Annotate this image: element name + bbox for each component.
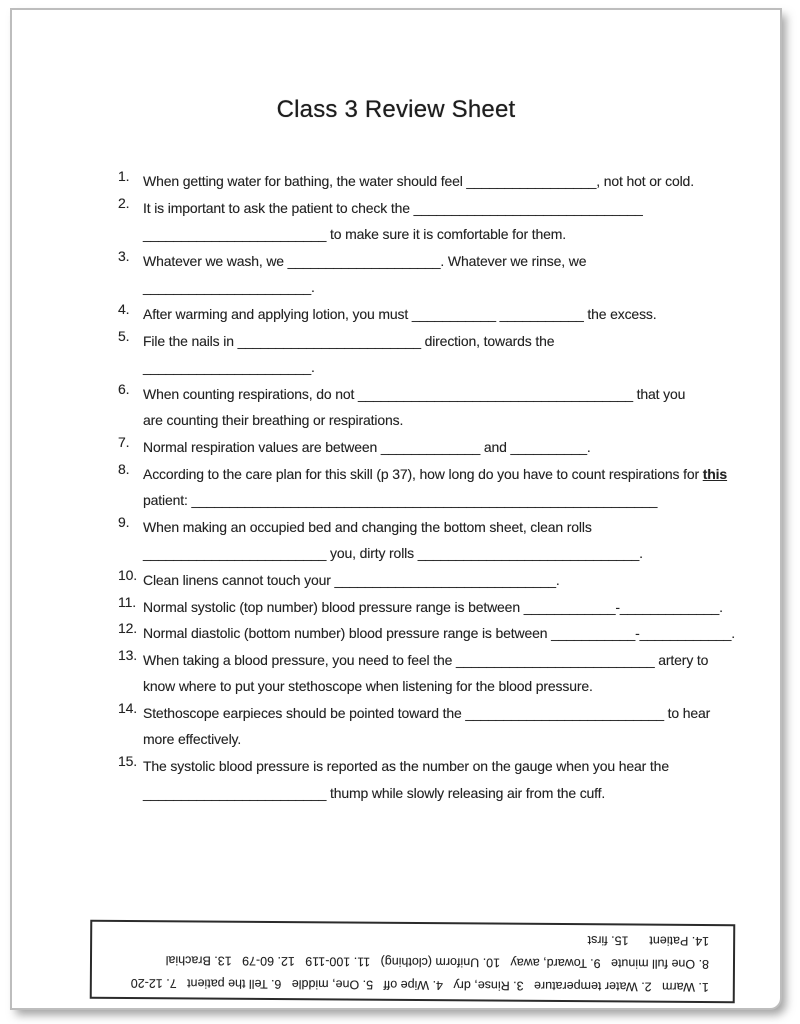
- question-text: When getting water for bathing, the water should feel _________________, not hot or cold.: [143, 173, 694, 189]
- answer-key-line: 8. One full minute 9. Toward, away 10. Uniform (clothing) 11. 100-119 12. 60-79 13. Brachial: [165, 953, 710, 972]
- question-text: are counting their breathing or respirations.: [143, 412, 404, 429]
- answer-key-line: 1. Warm 2. Water temperature 3. Rinse, dry 4. Wipe off 5. One, middle 6. Tell the patient 7. 12-20: [130, 976, 709, 995]
- question-text: ________________________ you, dirty rolls _____________________________.: [143, 545, 643, 562]
- question-10: [118, 567, 760, 594]
- question-text: When counting respirations, do not ____________________________________ that you: [143, 385, 686, 402]
- question-number: 9.: [118, 513, 130, 530]
- question-text: patient: _____________________________________________________________: [143, 492, 658, 509]
- answer-key-box: [90, 920, 736, 1004]
- question-text: Normal systolic (top number) blood pressure range is between ____________-_____________.: [143, 598, 723, 615]
- question-text-segment: According to the care plan for this skill (p 37), how long do you have to count respirations for: [143, 465, 703, 482]
- question-text: Clean linens cannot touch your _____________________________.: [143, 571, 560, 588]
- question-9: [118, 514, 760, 567]
- question-number: 7.: [118, 433, 130, 450]
- question-6: [118, 381, 760, 434]
- page-title: Class 3 Review Sheet: [276, 96, 516, 123]
- document-page: [10, 8, 782, 1010]
- question-text: [143, 461, 760, 488]
- question-list: [118, 168, 760, 806]
- question-number: 3.: [118, 247, 130, 264]
- question-12: [118, 620, 760, 647]
- question-text: File the nails in ________________________ direction, towards the: [143, 332, 555, 349]
- question-text: It is important to ask the patient to check the ______________________________: [143, 199, 643, 216]
- question-3: [118, 248, 760, 301]
- question-number: 8.: [118, 460, 130, 477]
- question-text: know where to put your stethoscope when listening for the blood pressure.: [143, 678, 593, 695]
- question-text: The systolic blood pressure is reported as the number on the gauge when you hear the: [143, 758, 669, 775]
- emphasized-word: this: [702, 465, 728, 482]
- question-text: ______________________.: [143, 359, 315, 376]
- question-number: 2.: [118, 194, 130, 211]
- question-1: [118, 168, 760, 195]
- question-text: After warming and applying lotion, you must ___________ ___________ the excess.: [143, 305, 657, 322]
- question-text: Whatever we wash, we ____________________. Whatever we rinse, we: [143, 252, 587, 269]
- answer-key-line: 14. Patient 15. first: [587, 933, 710, 949]
- question-7: [118, 434, 760, 461]
- question-text: ______________________.: [143, 279, 315, 296]
- question-text: Normal respiration values are between _____________ and __________.: [143, 438, 591, 455]
- question-number: 14.: [118, 699, 138, 716]
- question-4: [118, 301, 760, 328]
- question-2: [118, 195, 760, 248]
- question-text: ________________________ to make sure it is comfortable for them.: [143, 226, 566, 243]
- question-number: 6.: [118, 380, 130, 397]
- question-number: 4.: [118, 300, 130, 317]
- question-13: [118, 647, 760, 700]
- question-11: [118, 594, 760, 621]
- question-number: 10.: [118, 566, 138, 583]
- question-number: 12.: [118, 620, 138, 637]
- question-text: ________________________ thump while slowly releasing air from the cuff.: [143, 784, 606, 801]
- question-8: [118, 461, 760, 514]
- question-text: more effectively.: [143, 731, 242, 748]
- question-text: When taking a blood pressure, you need to feel the __________________________ artery to: [143, 651, 709, 668]
- question-number: 11.: [118, 593, 136, 610]
- question-text: Normal diastolic (bottom number) blood pressure range is between ___________-____________.: [143, 625, 736, 642]
- question-14: [118, 700, 760, 753]
- question-text: Stethoscope earpieces should be pointed toward the __________________________ to hear: [143, 704, 711, 721]
- question-15: [118, 753, 760, 806]
- question-number: 13.: [118, 646, 138, 663]
- question-5: [118, 328, 760, 381]
- question-number: 15.: [118, 753, 138, 770]
- question-text: When making an occupied bed and changing the bottom sheet, clean rolls: [143, 518, 592, 535]
- question-number: 1.: [118, 168, 130, 184]
- question-number: 5.: [118, 327, 130, 344]
